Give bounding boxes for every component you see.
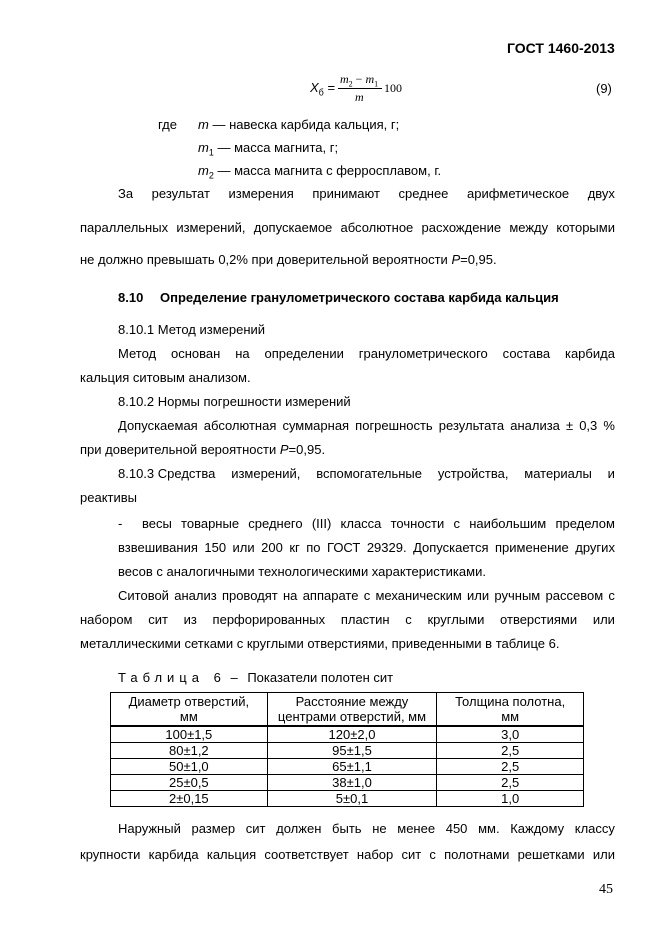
table-header-row (111, 693, 584, 727)
s8101-line1: Метод основан на определении гранулометрического состава карбида (118, 346, 615, 361)
section-title: Определение гранулометрического состава карбида кальция (160, 290, 559, 305)
formula-equals: = (327, 80, 336, 95)
table-row (111, 726, 584, 743)
fraction-bar (338, 88, 382, 89)
s8102-line2: при доверительной вероятности Р=0,95. (80, 442, 326, 457)
table-caption (118, 670, 393, 685)
formula-factor: 100 (384, 81, 402, 95)
list-item-line1: весы товарные среднего (III) класса точности с наибольшим пределом (142, 516, 615, 531)
subsection-8102-heading: 8.10.2 Нормы погрешности измерений (118, 394, 351, 409)
formula-lhs-var: X (310, 80, 319, 95)
where-line-3: $m_2$ — масса магнита с ферросплавом, г. (198, 163, 442, 181)
table-caption-number: 6 (213, 670, 221, 685)
table-cell: 65±1,1 (267, 759, 437, 775)
page-number: 45 (599, 882, 613, 897)
final-line2: крупности карбида кальция соответствует набор сит с полотнами решетками или (80, 847, 615, 862)
section-number: 8.10 (118, 290, 144, 305)
list-dash: - (118, 516, 123, 531)
table-cell: 1,0 (437, 791, 584, 807)
formula-number: (9) (596, 81, 612, 96)
formula-m2-sub: 2 (348, 79, 353, 89)
formula-lhs-sub: б (318, 87, 324, 98)
sieve-line3: металлическими сетками с круглыми отверстиями, приведенными в таблице 6. (80, 636, 560, 651)
list-item-line3: весов с аналогичными технологическими характеристиками. (118, 564, 486, 579)
table-cell: 2,5 (437, 759, 584, 775)
table-cell: 5±0,1 (267, 791, 437, 807)
sieve-line2: набором сит из перфорированных пластин с круглыми отверстиями или (80, 612, 615, 627)
formula-denominator: m (355, 90, 364, 104)
para1-line3: не должно превышать 0,2% при доверительной вероятности Р=0,95. (80, 252, 497, 267)
table-cell: 3,0 (437, 726, 584, 743)
s8102-line1: Допускаемая абсолютная суммарная погрешность результата анализа ± 0,3 % (118, 418, 615, 433)
table-cell: 2,5 (437, 775, 584, 791)
where-line-2: $m_1$ — масса магнита, г; (198, 140, 339, 158)
para1-line2: параллельных измерений, допускаемое абсолютное расхождение между которыми (80, 220, 615, 235)
header-thickness: Толщина полотна, мм (437, 693, 584, 727)
sieve-line1: Ситовой анализ проводят на аппарате с механическим или ручным рассевом с (118, 588, 615, 603)
para1-line1: За результат измерения принимают среднее арифметическое двух (118, 186, 615, 201)
table-cell: 2,5 (437, 743, 584, 759)
header-diameter: Диаметр отверстий, мм (111, 693, 268, 727)
table-row (111, 791, 584, 807)
table-caption-title: Показатели полотен сит (247, 670, 394, 685)
sieve-table (110, 692, 584, 807)
table-cell: 2±0,15 (111, 791, 268, 807)
where-line-1: m — навеска карбида кальция, г; (198, 117, 400, 132)
table-cell: 95±1,5 (267, 743, 437, 759)
header-distance: Расстояние между центрами отверстий, мм (267, 693, 437, 727)
table-cell: 25±0,5 (111, 775, 268, 791)
table-cell: 38±1,0 (267, 775, 437, 791)
table-cell: 50±1,0 (111, 759, 268, 775)
final-line1: Наружный размер сит должен быть не менее 450 мм. Каждому классу (118, 821, 615, 836)
s8101-line2: кальция ситовым анализом. (80, 370, 251, 385)
table-caption-dash: – (230, 670, 238, 685)
table-row (111, 759, 584, 775)
formula-minus: − (355, 72, 363, 86)
list-item-line2: взвешивания 150 или 200 кг по ГОСТ 29329. Допускается применение других (118, 540, 615, 555)
table-cell: 100±1,5 (111, 726, 268, 743)
where-word: где (158, 117, 177, 132)
formula-m1-sub: 1 (374, 79, 379, 89)
s8103-line1: 8.10.3 Средства измерений, вспомогательные устройства, материалы и (118, 466, 615, 481)
document-code: ГОСТ 1460-2013 (507, 40, 615, 56)
s8103-line2: реактивы (80, 490, 137, 505)
formula-m2: m (340, 72, 349, 86)
formula-numerator (340, 72, 378, 88)
table-row (111, 775, 584, 791)
table-cell: 120±2,0 (267, 726, 437, 743)
table-cell: 80±1,2 (111, 743, 268, 759)
table-caption-word: Таблица (118, 670, 204, 685)
formula-m1: m (365, 72, 375, 86)
subsection-8101-heading: 8.10.1 Метод измерений (118, 322, 266, 337)
table-row (111, 743, 584, 759)
